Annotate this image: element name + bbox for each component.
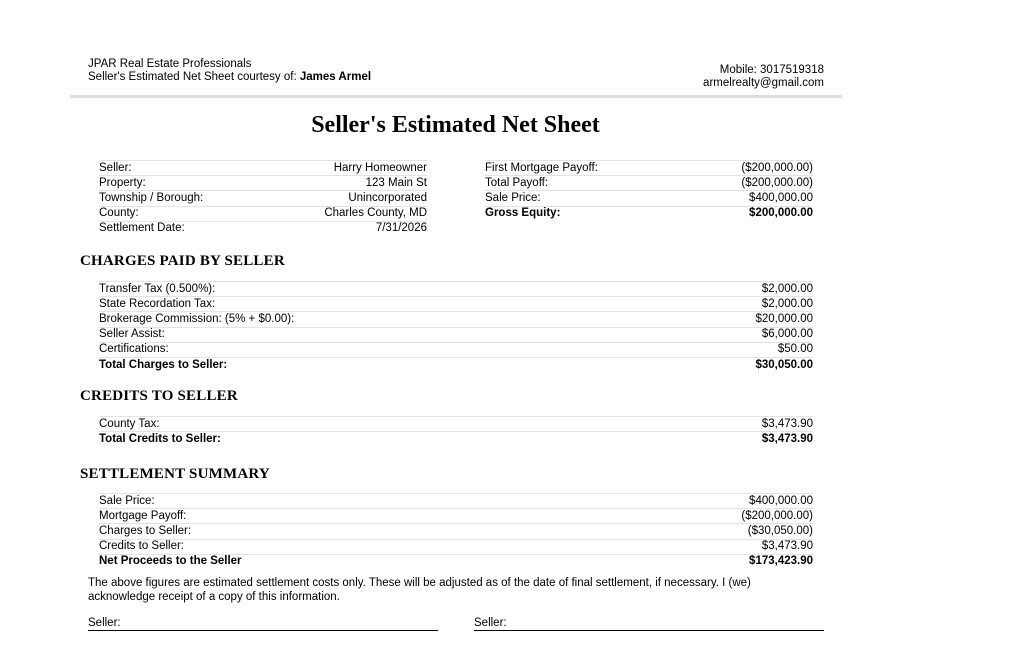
- table-row: [99, 342, 813, 357]
- charges-table: [99, 281, 813, 372]
- total-label: Total Credits to Seller:: [99, 432, 221, 445]
- row-value: ($200,000.00): [686, 161, 813, 176]
- row-value: $50.00: [650, 342, 813, 357]
- total-value: $173,423.90: [749, 555, 813, 568]
- table-row: [99, 191, 427, 206]
- table-row: [99, 206, 427, 221]
- row-value: $200,000.00: [749, 207, 813, 220]
- credits-total-row: [99, 432, 813, 447]
- row-label: Sale Price:: [99, 494, 574, 509]
- row-label: Settlement Date:: [99, 222, 185, 235]
- total-label: Net Proceeds to the Seller: [99, 555, 242, 568]
- header-contact-block: [703, 64, 824, 90]
- row-label: Charges to Seller:: [99, 524, 574, 539]
- row-label: Total Payoff:: [485, 176, 686, 191]
- table-row: [99, 539, 813, 554]
- row-value: $2,000.00: [650, 297, 813, 312]
- summary-table: [99, 493, 813, 569]
- table-row: [485, 161, 813, 176]
- row-value: $6,000.00: [650, 327, 813, 342]
- row-value: $20,000.00: [650, 312, 813, 327]
- net-proceeds-row: [99, 554, 813, 569]
- row-label: Sale Price:: [485, 191, 686, 206]
- equity-table: [485, 160, 813, 221]
- table-row: [99, 312, 813, 327]
- total-value: $3,473.90: [761, 432, 813, 445]
- header-divider: [70, 95, 842, 98]
- row-value: Unincorporated: [264, 191, 427, 206]
- row-value: Charles County, MD: [264, 206, 427, 221]
- credits-heading: CREDITS TO SELLER: [80, 388, 238, 404]
- agent-name: James Armel: [299, 71, 372, 83]
- table-row: [99, 509, 813, 524]
- row-value: $3,473.90: [602, 417, 813, 432]
- table-row: [99, 221, 427, 236]
- row-value: ($200,000.00): [686, 176, 813, 191]
- row-label: Certifications:: [99, 342, 650, 357]
- seller-signature-line-1[interactable]: [88, 630, 438, 631]
- row-label: Township / Borough:: [99, 191, 264, 206]
- table-row: [99, 282, 813, 297]
- gross-equity-row: [485, 206, 813, 221]
- row-label: County Tax:: [99, 417, 602, 432]
- table-row: [99, 161, 427, 176]
- row-label: County:: [99, 206, 264, 221]
- row-value: $400,000.00: [686, 191, 813, 206]
- seller-signature-label-2: Seller:: [474, 617, 507, 629]
- seller-signature-label-1: Seller:: [88, 617, 121, 629]
- agent-email: armelrealty@gmail.com: [703, 77, 824, 89]
- row-value: $2,000.00: [650, 282, 813, 297]
- row-label: State Recordation Tax:: [99, 297, 650, 312]
- row-label: Property:: [99, 176, 264, 191]
- company-name: JPAR Real Estate Professionals: [88, 58, 252, 70]
- credits-table: [99, 416, 813, 446]
- disclaimer-text: The above figures are estimated settlement costs only. These will be adjusted as of the date of final settlement, if necessary. I (we) acknowledge receipt of a copy of this information.: [88, 577, 751, 603]
- row-value: Harry Homeowner: [264, 161, 427, 176]
- courtesy-prefix: Seller's Estimated Net Sheet courtesy of:: [88, 71, 297, 83]
- header-company-block: [88, 58, 371, 84]
- row-value: 7/31/2026: [375, 222, 427, 235]
- row-label: First Mortgage Payoff:: [485, 161, 686, 176]
- page-title: Seller's Estimated Net Sheet: [311, 112, 600, 138]
- table-row: [99, 524, 813, 539]
- row-label: Credits to Seller:: [99, 539, 574, 554]
- row-label: Brokerage Commission: (5% + $0.00):: [99, 312, 650, 327]
- row-value: 123 Main St: [264, 176, 427, 191]
- charges-heading: CHARGES PAID BY SELLER: [80, 253, 285, 269]
- charges-total-row: [99, 357, 813, 372]
- table-row: [99, 297, 813, 312]
- row-value: $3,473.90: [574, 539, 813, 554]
- agent-mobile: Mobile: 3017519318: [719, 64, 824, 76]
- total-value: $30,050.00: [755, 358, 813, 371]
- row-label: Seller:: [99, 161, 264, 176]
- table-row: [485, 176, 813, 191]
- total-label: Total Charges to Seller:: [99, 358, 228, 371]
- property-info-table: [99, 160, 427, 236]
- row-label: Seller Assist:: [99, 327, 650, 342]
- seller-signature-line-2[interactable]: [474, 630, 824, 631]
- row-value: ($200,000.00): [574, 509, 813, 524]
- table-row: [485, 191, 813, 206]
- row-value: $400,000.00: [574, 494, 813, 509]
- table-row: [99, 494, 813, 509]
- row-label: Transfer Tax (0.500%):: [99, 282, 650, 297]
- row-label: Gross Equity:: [485, 207, 561, 220]
- row-value: ($30,050.00): [574, 524, 813, 539]
- table-row: [99, 327, 813, 342]
- summary-heading: SETTLEMENT SUMMARY: [80, 466, 270, 482]
- courtesy-line: [88, 71, 371, 84]
- row-label: Mortgage Payoff:: [99, 509, 574, 524]
- table-row: [99, 417, 813, 432]
- table-row: [99, 176, 427, 191]
